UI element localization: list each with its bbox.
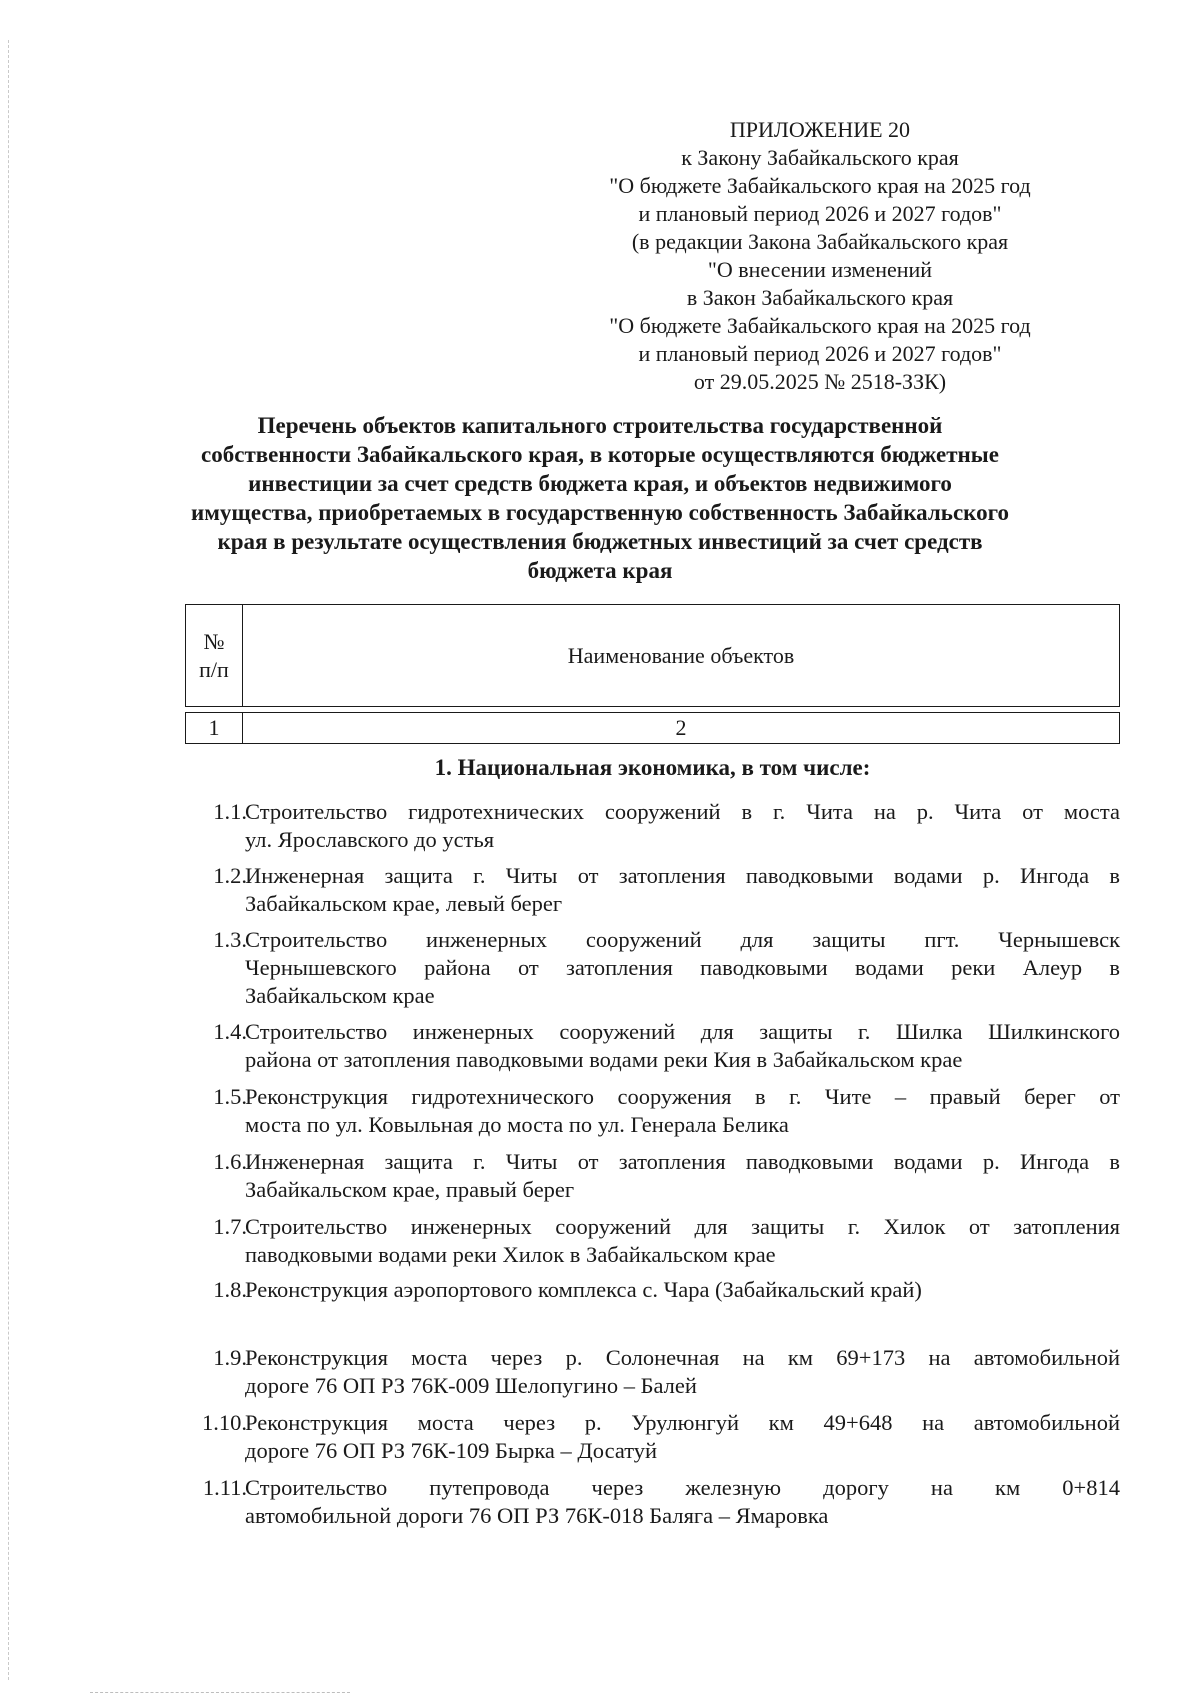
- item-line: Строительство гидротехнических сооружений в г. Чита на р. Чита от моста: [245, 799, 1120, 824]
- item-line: Реконструкция аэропортового комплекса с. Чара (Забайкальский край): [245, 1277, 922, 1302]
- col-number-index: 1: [186, 713, 243, 744]
- document-title: [150, 411, 1050, 585]
- title-line: края в результате осуществления бюджетных инвестиций за счет средств: [217, 529, 983, 554]
- item-text: [245, 1018, 1120, 1074]
- appendix-header: [560, 116, 1080, 396]
- item-line: Инженерная защита г. Читы от затопления паводковыми водами р. Ингода в: [245, 1149, 1120, 1174]
- item-line: Реконструкция гидротехнического сооружения в г. Чите – правый берег от: [245, 1084, 1120, 1109]
- appendix-line: "О бюджете Забайкальского края на 2025 год: [609, 173, 1031, 198]
- item-line: дороге 76 ОП РЗ 76К-109 Бырка – Досатуй: [245, 1438, 658, 1463]
- item-text: [245, 1474, 1120, 1530]
- col-number-header-line1: №: [203, 628, 225, 654]
- item-number: 1.8.: [213, 1277, 247, 1302]
- table-index-row: [186, 713, 1120, 744]
- item-line: Реконструкция моста через р. Урулюнгуй км 49+648 на автомобильной: [245, 1410, 1120, 1435]
- item-line: паводковыми водами реки Хилок в Забайкальском крае: [245, 1242, 776, 1267]
- item-number: 1.1.: [213, 799, 247, 824]
- appendix-line: (в редакции Закона Забайкальского края: [631, 229, 1009, 254]
- appendix-line: ПРИЛОЖЕНИЕ 20: [729, 117, 911, 142]
- item-text: [245, 1213, 1120, 1269]
- item-text: [245, 1148, 1120, 1204]
- item-text: [245, 1409, 1120, 1465]
- item-number: 1.11.: [202, 1475, 247, 1500]
- col-number-header: [186, 605, 243, 707]
- section-title: 1. Национальная экономика, в том числе:: [434, 755, 871, 780]
- appendix-line: "О бюджете Забайкальского края на 2025 год: [609, 313, 1031, 338]
- appendix-line: "О внесении изменений: [707, 257, 933, 282]
- item-number: 1.2.: [213, 863, 247, 888]
- item-text: [245, 798, 1120, 854]
- item-line: дороге 76 ОП РЗ 76К-009 Шелопугино – Балей: [245, 1373, 697, 1398]
- appendix-line: и плановый период 2026 и 2027 годов": [638, 341, 1002, 366]
- col-name-header: Наименование объектов: [243, 605, 1120, 707]
- title-line: имущества, приобретаемых в государственную собственность Забайкальского: [191, 500, 1009, 525]
- item-text: [245, 926, 1120, 1010]
- item-line: Строительство инженерных сооружений для защиты пгт. Чернышевск: [245, 927, 1120, 952]
- item-line: ул. Ярославского до устья: [245, 827, 495, 852]
- title-line: собственности Забайкальского края, в которые осуществляются бюджетные: [201, 442, 999, 467]
- table-header-row: [186, 605, 1120, 707]
- item-line: Забайкальском крае, левый берег: [245, 891, 563, 916]
- item-text: [245, 862, 1120, 918]
- item-number: 1.7.: [213, 1214, 247, 1239]
- objects-table-header: [185, 604, 1120, 744]
- item-text: [245, 1344, 1120, 1400]
- item-line: Реконструкция моста через р. Солонечная на км 69+173 на автомобильной: [245, 1345, 1120, 1370]
- appendix-line: от 29.05.2025 № 2518-ЗЗК): [693, 369, 947, 394]
- item-line: Строительство путепровода через железную дорогу на км 0+814: [245, 1475, 1120, 1500]
- item-text: [245, 1276, 1120, 1304]
- item-line: Строительство инженерных сооружений для защиты г. Шилка Шилкинского: [245, 1019, 1120, 1044]
- title-line: инвестиции за счет средств бюджета края, и объектов недвижимого: [248, 471, 952, 496]
- item-line: района от затопления паводковыми водами реки Кия в Забайкальском крае: [245, 1047, 963, 1072]
- item-number: 1.3.: [213, 927, 247, 952]
- col-number-header-line2: п/п: [199, 656, 229, 682]
- item-line: моста по ул. Ковыльная до моста по ул. Генерала Белика: [245, 1112, 789, 1137]
- title-line: Перечень объектов капитального строительства государственной: [257, 413, 943, 438]
- appendix-line: в Закон Забайкальского края: [686, 285, 954, 310]
- item-line: Чернышевского района от затопления паводковыми водами реки Алеур в: [245, 955, 1120, 980]
- item-line: автомобильной дороги 76 ОП РЗ 76К-018 Баляга – Ямаровка: [245, 1503, 829, 1528]
- item-number: 1.10.: [202, 1410, 247, 1435]
- scan-margin-line: [8, 40, 9, 1680]
- appendix-line: и плановый период 2026 и 2027 годов": [638, 201, 1002, 226]
- item-number: 1.5.: [213, 1084, 247, 1109]
- item-line: Забайкальском крае, правый берег: [245, 1177, 575, 1202]
- item-number: 1.6.: [213, 1149, 247, 1174]
- scan-bottom-line: [90, 1692, 350, 1693]
- item-number: 1.4.: [213, 1019, 247, 1044]
- title-line: бюджета края: [527, 558, 673, 583]
- item-number: 1.9.: [213, 1345, 247, 1370]
- appendix-line: к Закону Забайкальского края: [681, 145, 959, 170]
- item-text: [245, 1083, 1120, 1139]
- item-line: Строительство инженерных сооружений для защиты г. Хилок от затопления: [245, 1214, 1120, 1239]
- item-line: Забайкальском крае: [245, 983, 435, 1008]
- item-line: Инженерная защита г. Читы от затопления паводковыми водами р. Ингода в: [245, 863, 1120, 888]
- col-name-index: 2: [243, 713, 1120, 744]
